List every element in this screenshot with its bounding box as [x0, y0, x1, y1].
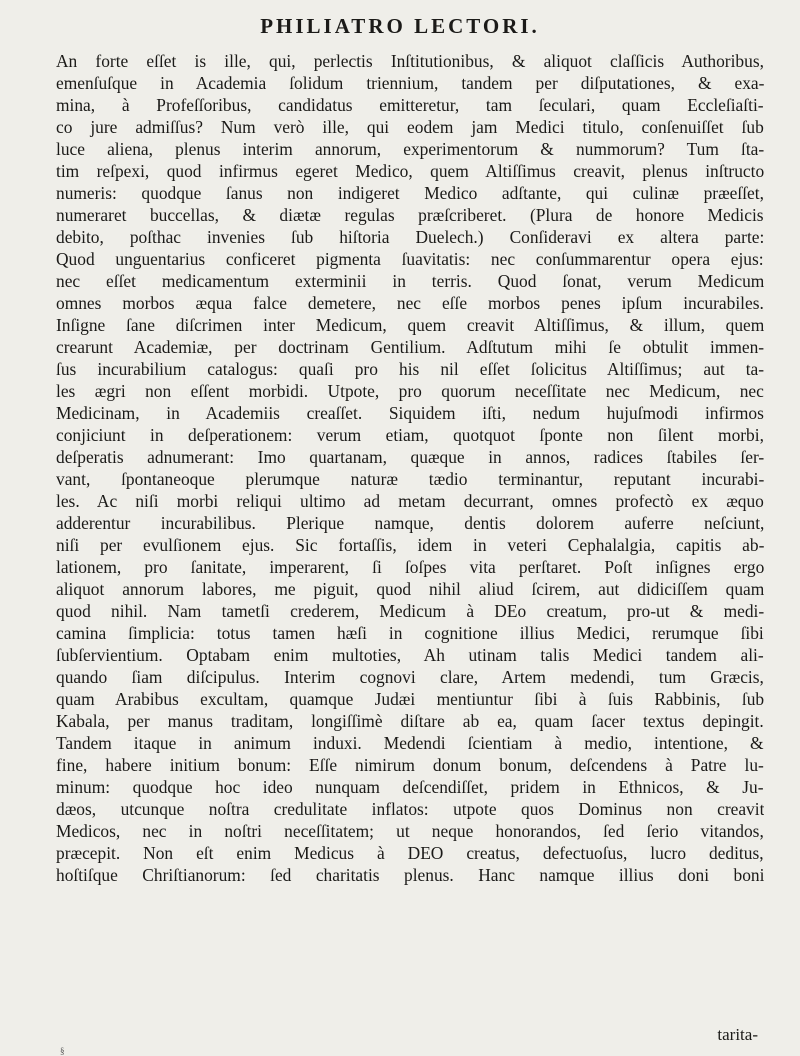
text-line: ſus incurabilium catalogus: quaſi pro his nil eſſet ſolicitus Altiſſimus; aut ta-: [56, 359, 764, 379]
text-line: Inſigne ſane diſcrimen inter Medicum, quem creavit Altiſſimus, & illum, quem: [56, 315, 764, 335]
text-line: hoſtiſque Chriſtianorum: ſed charitatis plenus. Hanc namque illius doni boni: [56, 865, 764, 885]
text-line: camina ſimplicia: totus tamen hæſi in cognitione illius Medici, rerumque ſibi: [56, 623, 764, 643]
text-line: lationem, pro ſanitate, imperarent, ſi ſoſpes vita perſtaret. Poſt inſignes ergo: [56, 557, 764, 577]
text-line: les ægri non eſſent morbidi. Utpote, pro quorum neceſſitate nec Medicum, nec: [56, 381, 764, 401]
page-header: PHILIATRO LECTORI.: [260, 14, 540, 38]
text-line: ſubſervientium. Optabam enim multoties, Ah utinam talis Medici tandem ali-: [56, 645, 764, 665]
text-line: fine, habere initium bonum: Eſſe nimirum donum bonum, deſcendens à Patre lu-: [56, 755, 764, 775]
text-line: Kabala, per manus traditam, longiſſimè diſtare ab ea, quam ſacer textus depingit.: [56, 711, 764, 731]
text-line: præcepit. Non eſt enim Medicus à DEO creatus, defectuoſus, lucro deditus,: [56, 843, 764, 863]
text-line: emenſuſque in Academia ſolidum triennium, tandem per diſputationes, & exa-: [56, 73, 764, 93]
text-line: Tandem itaque in animum induxi. Medendi ſcientiam à medio, intentione, &: [56, 733, 764, 753]
text-line: quod nihil. Nam tametſi crederem, Medicum à DEo creatum, pro-ut & medi-: [56, 601, 764, 621]
text-line: adderentur incurabilibus. Plerique namque, dentis dolorem auferre neſciunt,: [56, 513, 764, 533]
text-line: Medicos, nec in noſtri neceſſitatem; ut neque honorandos, ſed ſerio vitandos,: [56, 821, 764, 841]
text-line: numeris: quodque ſanus non indigeret Medico adſtante, qui culinæ præeſſet,: [56, 183, 764, 203]
text-line: numeraret buccellas, & diætæ regulas præſcriberet. (Plura de honore Medicis: [56, 205, 764, 225]
text-line: Quod unguentarius conficeret pigmenta ſuavitatis: nec conſummarentur opera ejus:: [56, 249, 764, 269]
text-line: quando ſiam diſcipulus. Interim cognovi clare, Artem medendi, tum Græcis,: [56, 667, 764, 687]
text-line: An forte eſſet is ille, qui, perlectis Inſtitutionibus, & aliquot claſſicis Authoribus,: [56, 51, 764, 71]
text-line: minum: quodque hoc ideo nunquam deſcendiſſet, pridem in Ethnicos, & Ju-: [56, 777, 764, 797]
text-line: vant, ſpontaneoque plerumque naturæ tædio terminantur, reputant incurabi-: [56, 469, 764, 489]
text-line: Medicinam, in Academiis creaſſet. Siquidem iſti, nedum hujuſmodi infirmos: [56, 403, 764, 423]
text-line: omnes morbos æqua falce demetere, nec eſſe morbos penes ipſum incurabiles.: [56, 293, 764, 313]
text-line: niſi per evulſionem ejus. Sic fortaſſis, idem in veteri Cephalalgia, capitis ab-: [56, 535, 764, 555]
body-text: [56, 50, 764, 886]
text-line: conjiciunt in deſperationem: verum etiam, quotquot ſponte non ſilent morbi,: [56, 425, 764, 445]
catchword: tarita-: [717, 1025, 758, 1044]
text-line: tim reſpexi, quod infirmus egeret Medico, quem Altiſſimus creavit, plenus inſtructo: [56, 161, 764, 181]
text-line: nec eſſet medicamentum exterminii in terris. Quod ſonat, verum Medicum: [56, 271, 764, 291]
text-line: les. Ac niſi morbi reliqui ultimo ad metam decurrant, omnes profectò ex æquo: [56, 491, 764, 511]
text-line: luce aliena, plenus interim annorum, experimentorum & nummorum? Tum ſta-: [56, 139, 764, 159]
text-line: debito, poſthac invenies ſub hiſtoria Duelech.) Conſideravi ex altera parte:: [56, 227, 764, 247]
text-line: crearunt Academiæ, per doctrinam Gentilium. Adſtutum mihi ſe obtulit immen-: [56, 337, 764, 357]
text-line: deſperatis adnumerant: Imo quartanam, quæque in annos, radices ſtabiles ſer-: [56, 447, 764, 467]
text-line: quam Arabibus excultam, quamque Judæi mentiuntur ſibi à ſuis Rabbinis, ſub: [56, 689, 764, 709]
signature-mark: §: [60, 1046, 65, 1056]
text-line: mina, à Profeſſoribus, candidatus emitteretur, tam ſeculari, quam Eccleſiaſti-: [56, 95, 764, 115]
text-line: co jure admiſſus? Num verò ille, qui eodem jam Medici titulo, conſenuiſſet ſub: [56, 117, 764, 137]
text-line: aliquot annorum labores, me piguit, quod nihil aliud ſcirem, aut didiciſſem quam: [56, 579, 764, 599]
text-line: dæos, utcunque noſtra credulitate inflatos: utpote quos Dominus non creavit: [56, 799, 764, 819]
